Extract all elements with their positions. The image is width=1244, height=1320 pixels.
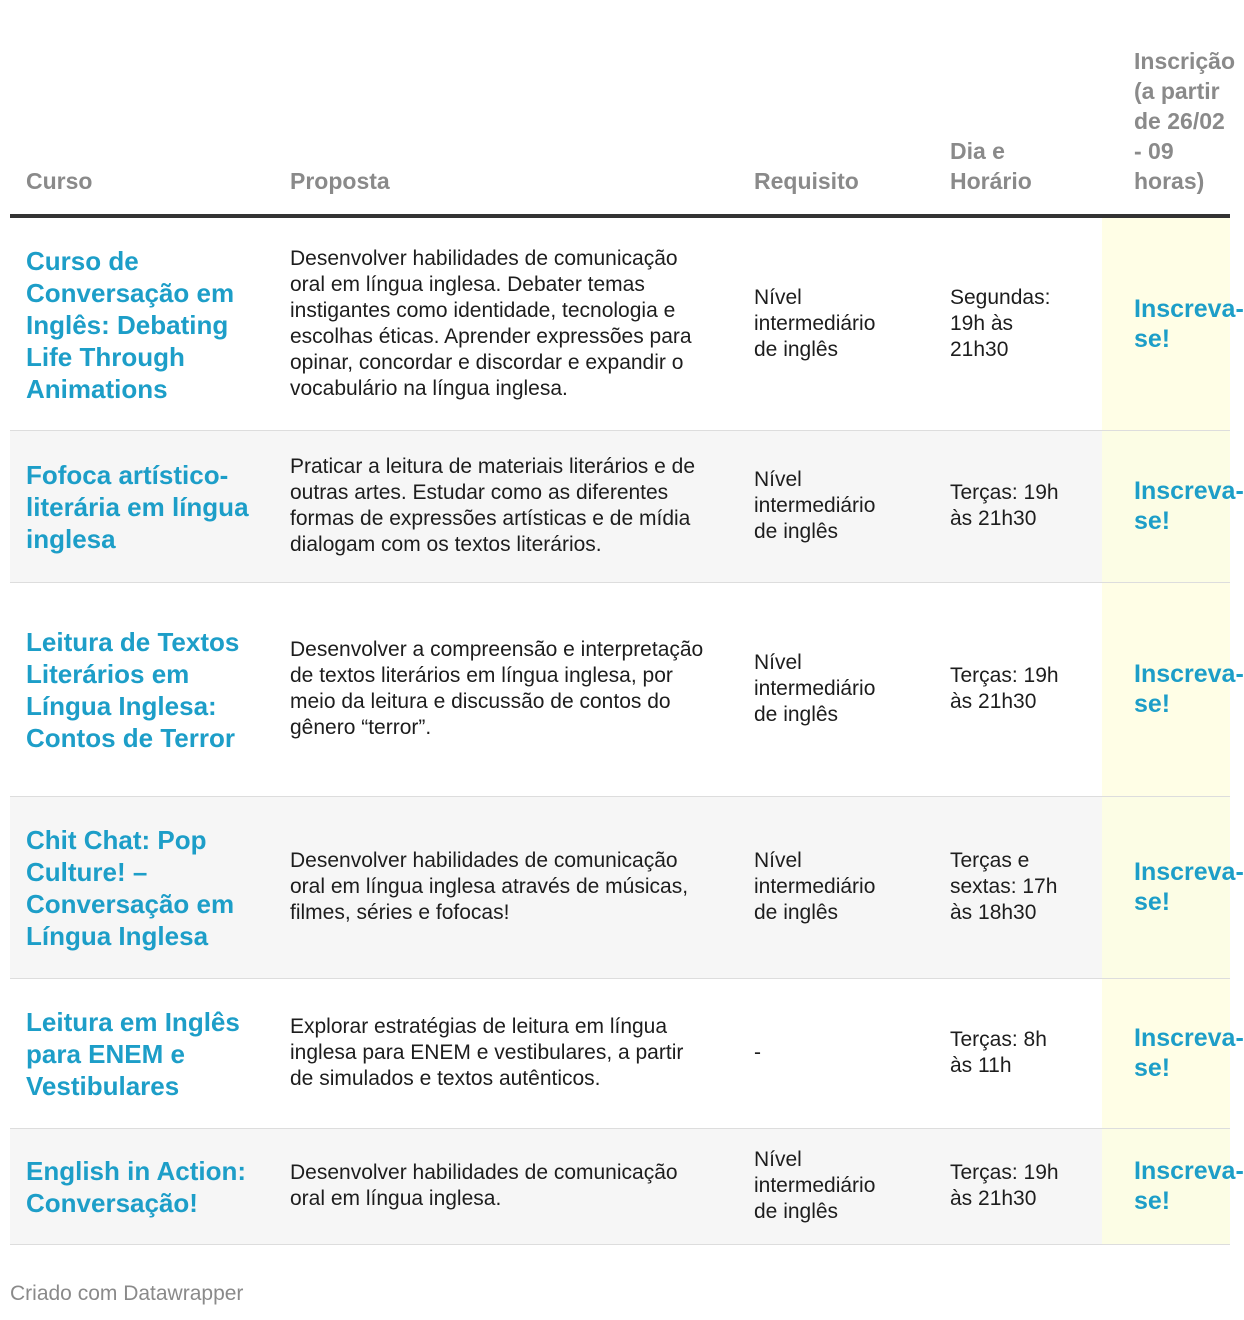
course-signup-cell: [1102, 216, 1244, 430]
course-signup-cell: [1102, 582, 1244, 796]
course-requirement: Nível intermediário de inglês: [738, 1128, 934, 1244]
course-title: Leitura de Textos Literários em Língua Inglesa: Contos de Terror: [10, 582, 274, 796]
course-title: English in Action: Conversação!: [10, 1128, 274, 1244]
signup-link[interactable]: Inscreva-se!: [1134, 1157, 1244, 1215]
header-requisito[interactable]: Requisito: [738, 0, 934, 216]
course-title: Fofoca artístico-literária em língua inglesa: [10, 430, 274, 582]
course-schedule: Segundas: 19h às 21h30: [934, 216, 1102, 430]
header-dia-horario[interactable]: Dia e Horário: [934, 0, 1102, 216]
signup-link[interactable]: Inscreva-se!: [1134, 660, 1244, 718]
course-proposal: Desenvolver habilidades de comunicação oral em língua inglesa.: [274, 1128, 738, 1244]
table-row: [10, 796, 1230, 978]
signup-link[interactable]: Inscreva-se!: [1134, 1024, 1244, 1082]
table-row: [10, 216, 1230, 430]
course-title: Chit Chat: Pop Culture! – Conversação em Língua Inglesa: [10, 796, 274, 978]
course-requirement: Nível intermediário de inglês: [738, 430, 934, 582]
courses-table-container: [10, 0, 1244, 1245]
table-row: [10, 582, 1230, 796]
course-signup-cell: [1102, 978, 1244, 1128]
course-schedule: Terças: 19h às 21h30: [934, 582, 1102, 796]
header-curso[interactable]: Curso: [10, 0, 274, 216]
header-proposta[interactable]: Proposta: [274, 0, 738, 216]
signup-link[interactable]: Inscreva-se!: [1134, 477, 1244, 535]
signup-link[interactable]: Inscreva-se!: [1134, 294, 1244, 353]
course-schedule: Terças: 19h às 21h30: [934, 430, 1102, 582]
course-requirement: Nível intermediário de inglês: [738, 796, 934, 978]
course-proposal: Explorar estratégias de leitura em língua inglesa para ENEM e vestibulares, a partir de simulados e textos autênticos.: [274, 978, 738, 1128]
course-schedule: Terças: 19h às 21h30: [934, 1128, 1102, 1244]
course-schedule: Terças: 8h às 11h: [934, 978, 1102, 1128]
datawrapper-credit[interactable]: Criado com Datawrapper: [10, 1282, 244, 1305]
course-signup-cell: [1102, 796, 1244, 978]
course-signup-cell: [1102, 430, 1244, 582]
table-header-row: [10, 0, 1230, 216]
table-row: [10, 1128, 1230, 1244]
table-row: [10, 430, 1230, 582]
courses-table: [10, 0, 1244, 1245]
course-title: Curso de Conversação em Inglês: Debating Life Through Animations: [10, 216, 274, 430]
course-signup-cell: [1102, 1128, 1244, 1244]
course-proposal: Desenvolver habilidades de comunicação oral em língua inglesa. Debater temas instigantes como identidade, tecnologia e escolhas éticas. Aprender expressões para opinar, concordar e discordar e expandir o vocabulário na língua inglesa.: [274, 216, 738, 430]
course-proposal: Desenvolver habilidades de comunicação oral em língua inglesa através de músicas, filmes, séries e fofocas!: [274, 796, 738, 978]
course-title: Leitura em Inglês para ENEM e Vestibulares: [10, 978, 274, 1128]
signup-link[interactable]: Inscreva-se!: [1134, 858, 1244, 916]
course-requirement: Nível intermediário de inglês: [738, 216, 934, 430]
course-requirement: -: [738, 978, 934, 1128]
course-proposal: Praticar a leitura de materiais literários e de outras artes. Estudar como as diferentes formas de expressões artísticas e de mídia dialogam com os textos literários.: [274, 430, 738, 582]
table-row: [10, 978, 1230, 1128]
course-requirement: Nível intermediário de inglês: [738, 582, 934, 796]
course-proposal: Desenvolver a compreensão e interpretação de textos literários em língua inglesa, por meio da leitura e discussão de contos do gênero “terror”.: [274, 582, 738, 796]
header-inscricao[interactable]: Inscrição (a partir de 26/02 - 09 horas): [1102, 0, 1230, 216]
course-schedule: Terças e sextas: 17h às 18h30: [934, 796, 1102, 978]
